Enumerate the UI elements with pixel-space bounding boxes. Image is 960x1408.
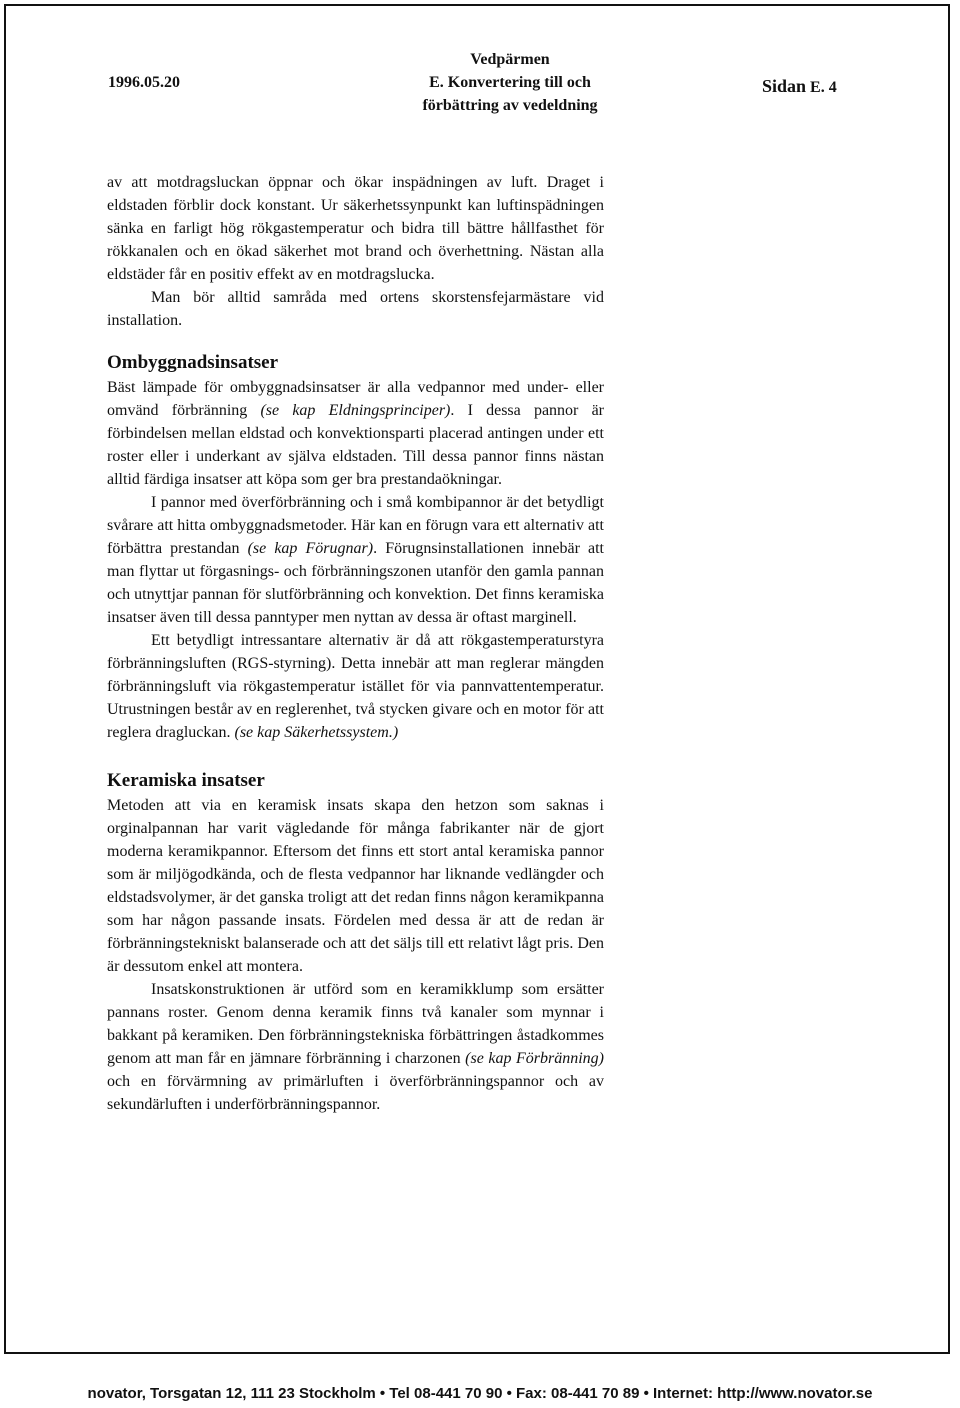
reference-sakerhetssystem: (se kap Säkerhetssystem.) (234, 724, 399, 741)
keramiska-paragraph-2: Insatskonstruktionen är utförd som en keramikklump som ersätter pannans roster. Genom denna keramik finns två kanaler som mynnar i bakkant på keramiken. Den förbränningstekniska förbättringen åstadkommes genom att man får en jämnare förbränning i charzonen (se kap Förbränning) och en förvärmning av primärluften i överförbränningspannor och av sekundärluften i underförbränningspannor. (107, 981, 604, 1113)
reference-forugnar: (se kap Förugnar) (247, 540, 374, 557)
header-title-line2: E. Konvertering till och (429, 74, 591, 91)
reference-forbranning: (se kap Förbränning) (465, 1050, 604, 1067)
header-title (380, 48, 640, 117)
footer-contact: novator, Torsgatan 12, 111 23 Stockholm • Tel 08-441 70 90 • Fax: 08-441 70 89 • Internet: http://www.novator.se (87, 1385, 873, 1402)
header-title-line3: förbättring av vedeldning (422, 97, 598, 114)
ombyggnad-paragraph-3: Ett betydligt intressantare alternativ är då att rökgastemperaturstyra förbränningsluften (RGS-styrning). Detta innebär att man reglerar mängden förbränningsluft via rökgastemperatur istället för via pannvattentemperatur. Utrustningen består av en reglerenhet, två stycken givare och en motor för att reglera dragluckan. (se kap Säkerhetssystem.) (107, 632, 604, 741)
intro-paragraph-1: av att motdragsluckan öppnar och ökar inspädningen av luft. Draget i eldstaden förblir dock konstant. Ur säkerhetssynpunkt kan luftinspädningen sänka en farligt hög rökgastemperatur och bidra till bättre hållfasthet för rökkanalen och en ökad säkerhet mot brand och överhettning. Nästan alla eldstäder får en positiv effekt av en motdragslucka. (107, 174, 604, 283)
ombyggnad-paragraph-1: Bäst lämpade för ombyggnadsinsatser är alla vedpannor med under- eller omvänd förbränning (se kap Eldningsprinciper). I dessa pannor är förbindelsen mellan eldstad och konvektionsparti placerad antingen under ett roster eller i underkant av själva eldstaden. Till dessa pannor finns nästan alltid färdiga insatser att köpa som ger bra prestandaökningar. (107, 379, 605, 488)
keramiska-paragraph-1: Metoden att via en keramisk insats skapa den hetzon som saknas i orginalpannan har varit vägledande för många fabrikanter när de gjort moderna keramikpannor. Eftersom det finns ett stort antal keramiska pannor som är miljögodkända, och de flesta vedpannor har liknande vedlängder och eldstadsvolymer, är det ganska troligt att det redan finns någon keramikpanna som har någon passande insats. Fördelen med dessa är att de redan är förbränningstekniskt balanserade och att det säljs till ett relativt lågt pris. Den är dessutom enkel att montera. (107, 797, 604, 975)
page-label: Sidan (762, 76, 807, 96)
intro-paragraph-2: Man bör alltid samråda med ortens skorstensfejarmästare vid installation. (107, 289, 604, 329)
header-page-number (762, 76, 837, 97)
heading-ombyggnadsinsatser: Ombyggnadsinsatser (107, 352, 279, 373)
header-title-line1: Vedpärmen (470, 51, 550, 68)
header-date: 1996.05.20 (108, 74, 180, 91)
reference-eldningsprinciper: (se kap Eldningsprinciper) (260, 402, 451, 419)
body-text (107, 171, 604, 1116)
page-number: E. 4 (810, 79, 837, 96)
ombyggnad-paragraph-2: I pannor med överförbränning och i små kombipannor är det betydligt svårare att hitta ombyggnadsmetoder. Här kan en förugn vara ett alternativ att förbättra prestandan (se kap Förugnar). Förugnsinstallationen innebär att man flyttar ut förgasnings- och förbränningszonen utanför den gamla pannan och utnyttjar pannan för slutförbränning och konvektion. Det finns keramiska insatser även till dessa panntyper men nyttan av dessa är oftast marginell. (107, 494, 605, 626)
heading-keramiska-insatser: Keramiska insatser (107, 770, 265, 791)
